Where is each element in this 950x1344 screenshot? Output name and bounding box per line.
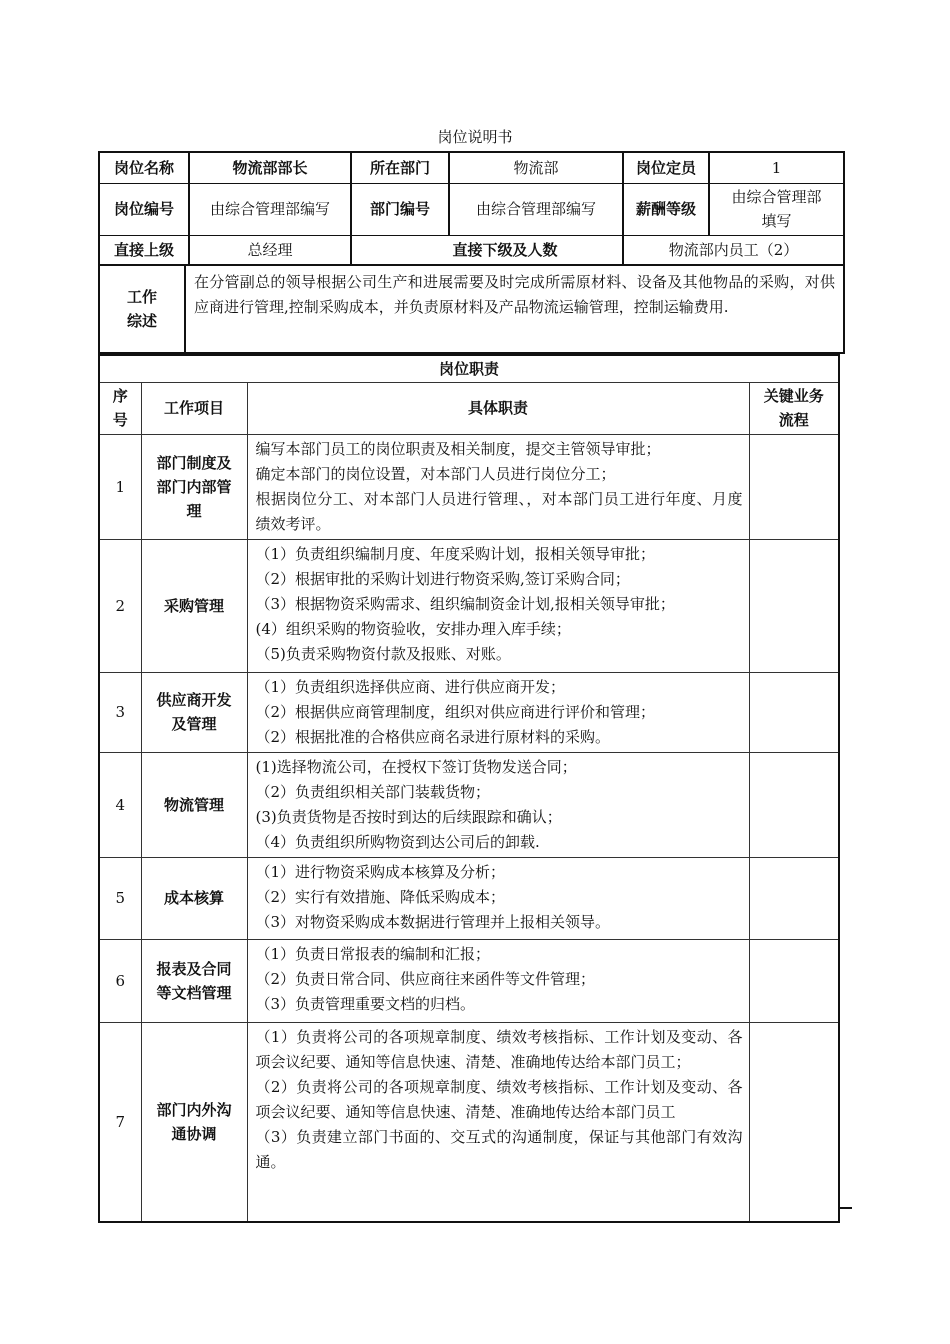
- col-item-header: 工作项目: [141, 382, 247, 434]
- duty-detail-line: （5)负责采购物资付款及报账、对账。: [255, 644, 511, 663]
- duty-detail: [247, 672, 749, 752]
- duty-item-line: 通协调: [171, 1124, 217, 1143]
- duty-detail-line: （1）负责组织选择供应商、进行供应商开发；: [255, 677, 566, 696]
- duty-item-line: 报表及合同: [156, 959, 232, 978]
- duty-no: 3: [99, 672, 141, 752]
- duty-detail-line: （2）负责将公司的各项规章制度、绩效考核指标、工作计划及变动、各项会议纪要、通知等信息快速、清楚、准确地传达给本部门员工: [255, 1077, 743, 1121]
- duty-no: 7: [99, 1022, 141, 1222]
- duty-item: [141, 539, 247, 672]
- duty-flow: [749, 434, 839, 539]
- duty-item: [141, 434, 247, 539]
- duty-detail-line: （2）实行有效措施、降低采购成本；: [255, 887, 506, 906]
- duty-detail: [247, 857, 749, 939]
- salary-label: 薪酬等级: [623, 183, 709, 235]
- salary-value-line1: 由综合管理部: [731, 188, 822, 206]
- duty-no: 4: [99, 752, 141, 857]
- duty-no: 5: [99, 857, 141, 939]
- duty-detail-line: （2）根据批准的合格供应商名录进行原材料的采购。: [255, 727, 611, 746]
- duty-flow: [749, 752, 839, 857]
- duty-detail-line: （3）对物资采购成本数据进行管理并上报相关领导。: [255, 912, 611, 931]
- duty-detail-line: （1）进行物资采购成本核算及分析；: [255, 862, 506, 881]
- duty-detail-line: （3）根据物资采购需求、组织编制资金计划,报相关领导审批；: [255, 594, 675, 613]
- duty-row: [99, 939, 839, 1022]
- job-name-value: 物流部部长: [189, 152, 351, 183]
- quota-value: 1: [709, 152, 844, 183]
- summary-text: 在分管副总的领导根据公司生产和进展需要及时完成所需原材料、设备及其他物品的采购，对供应商进行管理,控制采购成本，并负责原材料及产品物流运输管理，控制运输费用.: [185, 265, 844, 353]
- duty-row: [99, 752, 839, 857]
- subordinate-label: 直接下级及人数: [351, 235, 623, 265]
- duty-item-line: 部门内部管: [156, 477, 232, 496]
- duty-item: [141, 857, 247, 939]
- duty-flow: [749, 539, 839, 672]
- duty-detail: [247, 1022, 749, 1222]
- duty-no: 6: [99, 939, 141, 1022]
- salary-value-line2: 填写: [761, 212, 792, 230]
- quota-label: 岗位定员: [623, 152, 709, 183]
- duty-row: [99, 672, 839, 752]
- salary-value: [709, 183, 844, 235]
- duty-detail: [247, 939, 749, 1022]
- duty-rows: [99, 434, 839, 1222]
- duty-item-line: 采购管理: [163, 596, 224, 615]
- duty-item: [141, 1022, 247, 1222]
- duty-item-line: 部门制度及: [156, 453, 232, 472]
- duty-detail-line: （2）负责组织相关部门装载货物；: [255, 782, 491, 801]
- duty-flow: [749, 857, 839, 939]
- superior-label: 直接上级: [99, 235, 189, 265]
- job-name-label: 岗位名称: [99, 152, 189, 183]
- dept-code-label: 部门编号: [351, 183, 449, 235]
- subordinate-value: 物流部内员工（2）: [623, 235, 844, 265]
- duty-row: [99, 539, 839, 672]
- superior-value: 总经理: [189, 235, 351, 265]
- document-title: 岗位说明书: [437, 128, 513, 146]
- duty-flow: [749, 672, 839, 752]
- col-flow-header-line1: 关键业务: [763, 387, 824, 405]
- duty-detail-line: （2）根据审批的采购计划进行物资采购,签订采购合同；: [255, 569, 630, 588]
- duty-detail-line: （3）负责管理重要文档的归档。: [255, 994, 476, 1013]
- col-flow-header: [749, 382, 839, 434]
- duties-section-title: 岗位职责: [99, 355, 839, 382]
- table-corner-mark: [838, 1207, 852, 1209]
- duty-detail-line: (1)选择物流公司，在授权下签订货物发送合同；: [255, 757, 577, 776]
- duty-detail-line: （2）负责日常合同、供应商往来函件等文件管理；: [255, 969, 596, 988]
- duty-item: [141, 939, 247, 1022]
- duty-item-line: 理: [186, 501, 202, 520]
- duty-detail-line: (3)负责货物是否按时到达的后续跟踪和确认；: [255, 807, 562, 826]
- dept-code-value: 由综合管理部编写: [449, 183, 623, 235]
- duty-item-line: 供应商开发: [156, 691, 232, 709]
- summary-label-line2: 综述: [126, 312, 157, 330]
- duty-flow: [749, 1022, 839, 1222]
- col-no-header-line1: 序: [112, 387, 128, 405]
- duty-item: [141, 752, 247, 857]
- duty-row: [99, 434, 839, 539]
- summary-label: [99, 265, 185, 353]
- duty-detail-line: 确定本部门的岗位设置，对本部门人员进行岗位分工；: [255, 464, 616, 483]
- duty-no: 1: [99, 434, 141, 539]
- col-flow-header-line2: 流程: [778, 411, 809, 429]
- duty-item-line: 物流管理: [163, 795, 224, 814]
- duty-detail: [247, 539, 749, 672]
- duty-flow: [749, 939, 839, 1022]
- duty-item-line: 及管理: [171, 715, 217, 733]
- dept-value: 物流部: [449, 152, 623, 183]
- duties-table: [98, 354, 840, 1223]
- col-no-header: [99, 382, 141, 434]
- duty-item-line: 等文档管理: [156, 983, 232, 1002]
- duty-row: [99, 857, 839, 939]
- col-detail-header: 具体职责: [247, 382, 749, 434]
- duty-detail-line: 根据岗位分工、对本部门人员进行管理、，对本部门员工进行年度、月度绩效考评。: [255, 489, 743, 533]
- duty-detail-line: （2）根据供应商管理制度，组织对供应商进行评价和管理；: [255, 702, 656, 721]
- summary-label-line1: 工作: [126, 288, 157, 306]
- duty-row: [99, 1022, 839, 1222]
- duty-detail: [247, 752, 749, 857]
- col-no-header-line2: 号: [112, 411, 128, 429]
- duty-detail: [247, 434, 749, 539]
- dept-label: 所在部门: [351, 152, 449, 183]
- duty-detail-line: （4）负责组织所购物资到达公司后的卸载.: [255, 832, 540, 851]
- job-code-value: 由综合管理部编写: [189, 183, 351, 235]
- duty-detail-line: (4）组织采购的物资验收，安排办理入库手续；: [255, 619, 571, 638]
- duty-detail-line: 编写本部门员工的岗位职责及相关制度，提交主管领导审批；: [255, 439, 661, 458]
- duty-item: [141, 672, 247, 752]
- duty-detail-line: （1）负责组织编制月度、年度采购计划，报相关领导审批；: [255, 544, 656, 563]
- duty-item-line: 成本核算: [163, 889, 224, 907]
- work-summary-table: [98, 264, 845, 354]
- duty-no: 2: [99, 539, 141, 672]
- duty-detail-line: （1）负责日常报表的编制和汇报；: [255, 944, 491, 963]
- job-code-label: 岗位编号: [99, 183, 189, 235]
- duty-detail-line: （3）负责建立部门书面的、交互式的沟通制度，保证与其他部门有效沟通。: [255, 1127, 743, 1171]
- job-info-table: [98, 151, 845, 266]
- duty-item-line: 部门内外沟: [156, 1100, 232, 1119]
- duty-detail-line: （1）负责将公司的各项规章制度、绩效考核指标、工作计划及变动、各项会议纪要、通知等信息快速、清楚、准确地传达给本部门员工；: [255, 1027, 743, 1071]
